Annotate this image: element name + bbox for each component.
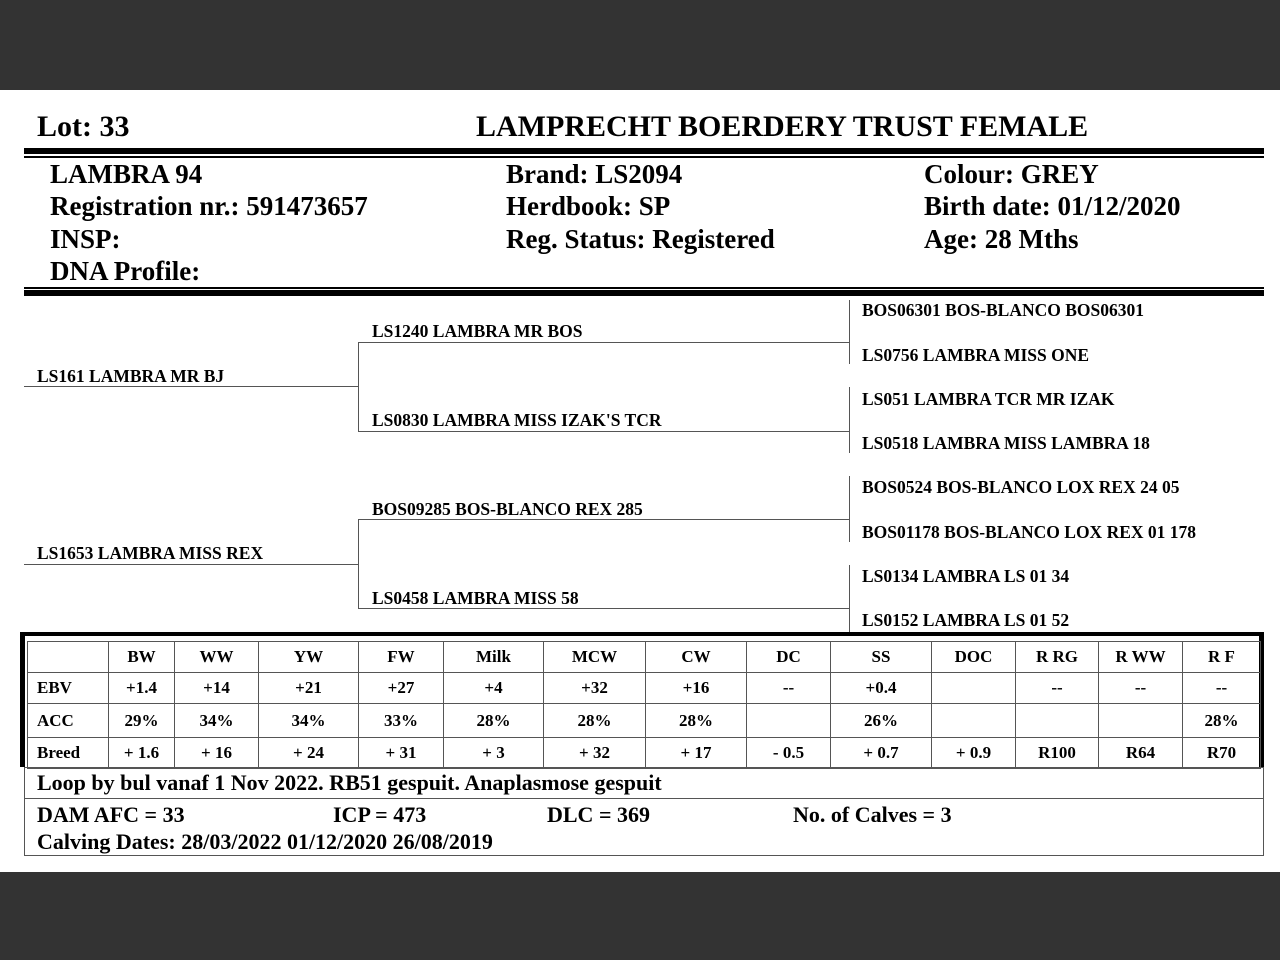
- table-cell: + 16: [175, 738, 259, 769]
- table-cell: +14: [175, 673, 259, 704]
- info-rule-thin: [24, 287, 1264, 289]
- row-label: ACC: [28, 704, 109, 738]
- header-cell: BW: [109, 642, 175, 673]
- ggp-label: BOS06301 BOS-BLANCO BOS06301: [862, 300, 1144, 320]
- header-cell: WW: [175, 642, 259, 673]
- brand-field: Brand: LS2094: [506, 159, 683, 189]
- header-cell: [28, 642, 109, 673]
- header-cell: R WW: [1099, 642, 1183, 673]
- table-cell: 28%: [444, 704, 544, 738]
- animal-name: LAMBRA 94: [50, 159, 203, 189]
- lot-sheet: [0, 90, 1280, 872]
- reg-status-field: Reg. Status: Registered: [506, 224, 775, 254]
- table-cell: +4: [444, 673, 544, 704]
- table-cell: [1016, 704, 1099, 738]
- dam-label: LS1653 LAMBRA MISS REX: [37, 543, 264, 563]
- table-cell: +0.4: [831, 673, 932, 704]
- table-cell: R70: [1183, 738, 1261, 769]
- header-rule: [24, 148, 1264, 154]
- table-cell: --: [1016, 673, 1099, 704]
- table-cell: [932, 704, 1016, 738]
- header-cell: SS: [831, 642, 932, 673]
- table-cell: 26%: [831, 704, 932, 738]
- dam-dam-label: LS0458 LAMBRA MISS 58: [372, 588, 579, 608]
- dam-afc: DAM AFC = 33: [37, 802, 185, 827]
- ggp-label: BOS01178 BOS-BLANCO LOX REX 01 178: [862, 522, 1197, 542]
- ggp-label: LS0134 LAMBRA LS 01 34: [862, 566, 1070, 586]
- insp-field: INSP:: [50, 224, 121, 254]
- herdbook-field: Herdbook: SP: [506, 191, 671, 221]
- table-cell: 28%: [646, 704, 747, 738]
- header-cell: DOC: [932, 642, 1016, 673]
- ggp-label: LS0152 LAMBRA LS 01 52: [862, 610, 1070, 630]
- table-cell: - 0.5: [747, 738, 831, 769]
- table-cell: --: [1183, 673, 1261, 704]
- ebv-row: [28, 673, 1261, 704]
- table-cell: 29%: [109, 704, 175, 738]
- seller-title: LAMPRECHT BOERDERY TRUST FEMALE: [476, 110, 1089, 143]
- calving-dates: Calving Dates: 28/03/2022 01/12/2020 26/08/2019: [37, 829, 493, 854]
- header-cell: DC: [747, 642, 831, 673]
- calving-box: [24, 798, 1264, 856]
- table-cell: + 31: [359, 738, 444, 769]
- table-cell: +32: [544, 673, 646, 704]
- comment-box: [24, 767, 1264, 799]
- table-cell: + 17: [646, 738, 747, 769]
- table-cell: +1.4: [109, 673, 175, 704]
- ebv-header-row: [28, 642, 1261, 673]
- table-cell: R64: [1099, 738, 1183, 769]
- ebv-table: [27, 641, 1261, 769]
- sire-sire-label: LS1240 LAMBRA MR BOS: [372, 321, 583, 341]
- table-cell: 34%: [175, 704, 259, 738]
- dna-profile-field: DNA Profile:: [50, 256, 201, 286]
- table-cell: +21: [259, 673, 359, 704]
- table-cell: +16: [646, 673, 747, 704]
- table-cell: 28%: [544, 704, 646, 738]
- table-cell: + 3: [444, 738, 544, 769]
- header-cell: YW: [259, 642, 359, 673]
- table-cell: [747, 704, 831, 738]
- ggp-label: LS0518 LAMBRA MISS LAMBRA 18: [862, 433, 1150, 453]
- registration-number: Registration nr.: 591473657: [50, 191, 368, 221]
- table-cell: --: [747, 673, 831, 704]
- row-label: EBV: [28, 673, 109, 704]
- table-cell: + 24: [259, 738, 359, 769]
- ggp-label: BOS0524 BOS-BLANCO LOX REX 24 05: [862, 477, 1180, 497]
- dam-sire-label: BOS09285 BOS-BLANCO REX 285: [372, 499, 643, 519]
- table-cell: +27: [359, 673, 444, 704]
- header-rule-thin: [24, 156, 1264, 158]
- icp-value: ICP = 473: [333, 802, 427, 827]
- birth-date-field: Birth date: 01/12/2020: [924, 191, 1181, 221]
- comment-text: Loop by bul vanaf 1 Nov 2022. RB51 gespuit. Anaplasmose gespuit: [37, 770, 662, 795]
- header-cell: R F: [1183, 642, 1261, 673]
- row-label: Breed: [28, 738, 109, 769]
- breed-row: [28, 738, 1261, 769]
- sire-label: LS161 LAMBRA MR BJ: [37, 366, 225, 386]
- info-rule: [24, 290, 1264, 296]
- table-cell: [932, 673, 1016, 704]
- ggp-label: LS0756 LAMBRA MISS ONE: [862, 345, 1090, 365]
- table-cell: + 32: [544, 738, 646, 769]
- ggp-label: LS051 LAMBRA TCR MR IZAK: [862, 389, 1115, 409]
- header-cell: CW: [646, 642, 747, 673]
- table-cell: 28%: [1183, 704, 1261, 738]
- table-cell: 33%: [359, 704, 444, 738]
- colour-field: Colour: GREY: [924, 159, 1099, 189]
- table-cell: + 0.7: [831, 738, 932, 769]
- table-cell: 34%: [259, 704, 359, 738]
- age-field: Age: 28 Mths: [924, 224, 1079, 254]
- table-cell: + 1.6: [109, 738, 175, 769]
- table-cell: [1099, 704, 1183, 738]
- table-cell: R100: [1016, 738, 1099, 769]
- lot-number: Lot: 33: [37, 110, 130, 143]
- header-cell: Milk: [444, 642, 544, 673]
- calves-count: No. of Calves = 3: [793, 802, 952, 827]
- header-cell: MCW: [544, 642, 646, 673]
- header-cell: R RG: [1016, 642, 1099, 673]
- header-cell: FW: [359, 642, 444, 673]
- dlc-value: DLC = 369: [547, 802, 650, 827]
- table-cell: --: [1099, 673, 1183, 704]
- table-cell: + 0.9: [932, 738, 1016, 769]
- sire-dam-label: LS0830 LAMBRA MISS IZAK'S TCR: [372, 410, 662, 430]
- acc-row: [28, 704, 1261, 738]
